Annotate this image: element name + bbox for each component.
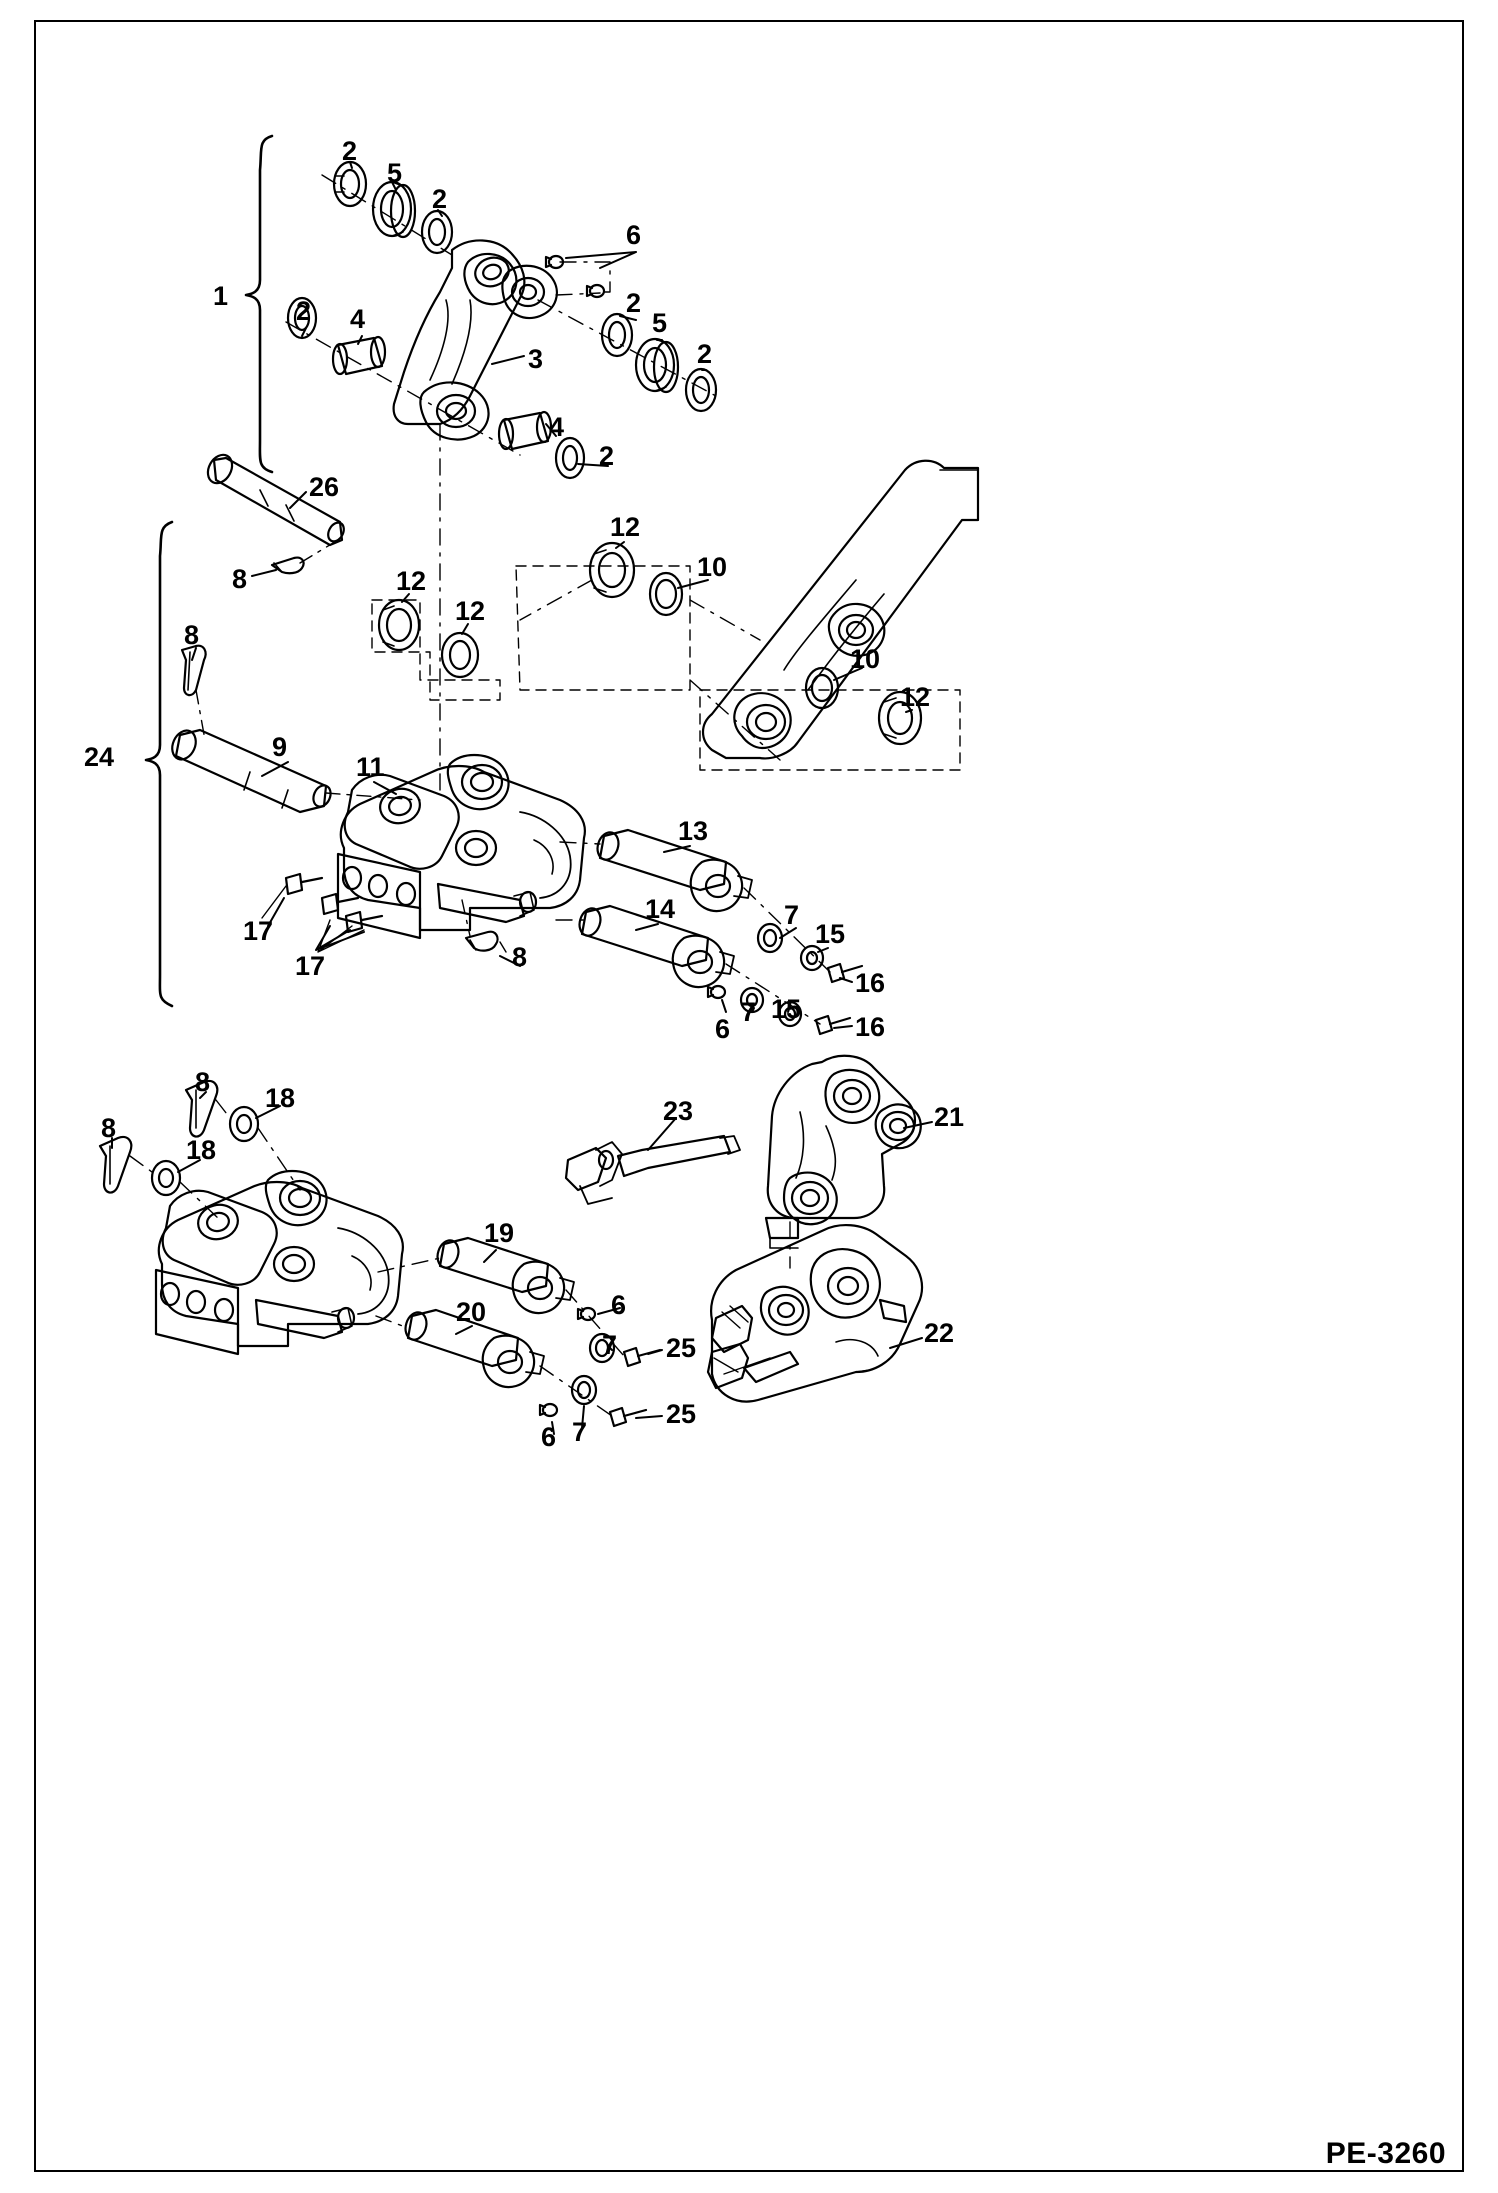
callout-23: 23 (663, 1096, 694, 1126)
callout-11: 11 (356, 752, 385, 782)
callout-16a: 16 (855, 968, 886, 998)
callout-3: 3 (528, 344, 544, 374)
callout-12c: 12 (455, 596, 486, 626)
callout-18b: 18 (186, 1135, 217, 1165)
callout-6d: 6 (541, 1422, 557, 1452)
callout-6b: 6 (715, 1014, 731, 1044)
callout-24: 24 (84, 742, 115, 772)
callout-2f: 2 (599, 441, 615, 471)
callout-10a: 10 (697, 552, 728, 582)
callout-26: 26 (309, 472, 340, 502)
callout-4a: 4 (350, 304, 366, 334)
callout-6c: 6 (611, 1290, 627, 1320)
callout-8e: 8 (101, 1113, 117, 1143)
callout-15a: 15 (815, 919, 846, 949)
callout-16b: 16 (855, 1012, 886, 1042)
callout-18a: 18 (265, 1083, 296, 1113)
callout-8d: 8 (195, 1067, 211, 1097)
callout-2d: 2 (626, 288, 642, 318)
callout-25b: 25 (666, 1399, 697, 1429)
callout-9: 9 (272, 732, 288, 762)
callout-7b: 7 (741, 997, 757, 1027)
callout-5a: 5 (387, 158, 403, 188)
callout-8b: 8 (184, 620, 200, 650)
callout-13: 13 (678, 816, 709, 846)
callout-7c: 7 (602, 1330, 618, 1360)
callout-12d: 12 (900, 682, 931, 712)
callout-6a: 6 (626, 220, 642, 250)
callout-5b: 5 (652, 308, 668, 338)
callout-2a: 2 (342, 136, 358, 166)
callout-2b: 2 (432, 184, 448, 214)
callout-8a: 8 (232, 564, 248, 594)
callout-25a: 25 (666, 1333, 697, 1363)
callout-15b: 15 (771, 994, 802, 1024)
figure-number: PE-3260 (1325, 2137, 1446, 2170)
callout-17b: 17 (295, 951, 326, 981)
callout-4b: 4 (549, 412, 565, 442)
callout-22: 22 (924, 1318, 955, 1348)
callout-8c: 8 (512, 942, 528, 972)
callout-19: 19 (484, 1218, 515, 1248)
callout-1: 1 (213, 281, 229, 311)
callout-14: 14 (645, 894, 676, 924)
callout-10b: 10 (850, 644, 881, 674)
callout-21: 21 (934, 1102, 965, 1132)
callout-2c: 2 (296, 296, 312, 326)
callout-20: 20 (456, 1297, 487, 1327)
callout-2e: 2 (697, 339, 713, 369)
callout-12b: 12 (396, 566, 427, 596)
callout-17a: 17 (243, 916, 274, 946)
callout-12a: 12 (610, 512, 641, 542)
callout-7d: 7 (572, 1417, 588, 1447)
callout-7a: 7 (784, 900, 800, 930)
